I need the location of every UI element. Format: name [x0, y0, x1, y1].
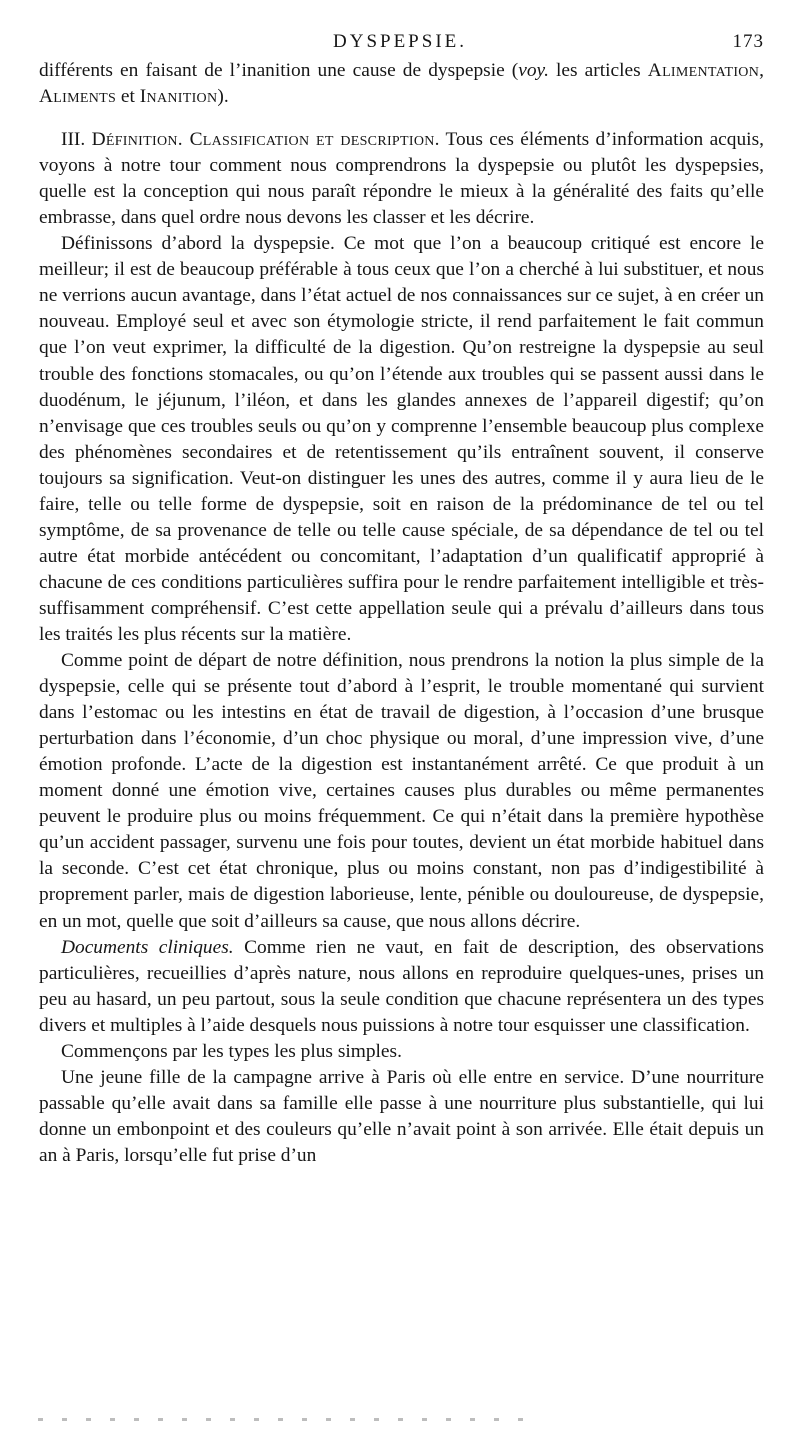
paragraph-text: ).: [217, 86, 229, 108]
paragraph: Une jeune fille de la campagne arrive à Paris où elle entre en service. D’une nourriture passable qu’elle avait dans sa famille elle passe à une nourriture plus substantielle, qui lui donne un embonpoint et des couleurs qu’elle n’avait point à son arrivée. Elle était depuis un an à Paris, lorsqu’elle fut prise d’un: [39, 1066, 764, 1166]
paragraph-text: Comme rien ne vaut, en fait de description, des observations particulières, recueillies d’après nature, nous allons en reproduire quelques-unes, prises un peu au hasard, un peu partout, sous la seule condition que chacune représentera un des types divers et multiples à l’aide desquels nous puissions à notre tour esquisser une classification.: [39, 936, 764, 1036]
paragraph-text: Tous ces éléments d’information acquis, voyons à notre tour comment nous comprendrons la dyspepsie ou plutôt les dyspepsies, quelle est la conception qui nous paraît répondre le mieux à la généralité des faits qu’elle embrasse, dans quel ordre nous devons les classer et les décrire.: [39, 129, 764, 229]
running-title: DYSPEPSIE.: [333, 31, 467, 52]
section-heading: Définition: [91, 129, 178, 151]
paragraph: Définissons d’abord la dyspepsie. Ce mot que l’on a beaucoup critiqué est encore le meilleur; il est de beaucoup préférable à tous ceux que l’on a cherché à lui substituer, et nous ne verrions aucun avantage, dans l’état actuel de nos connaissances sur ce sujet, à en créer un nouveau. Employé seul et avec son étymologie stricte, il rend parfaitement le fait commun que l’on veut exprimer, la difficulté de la digestion. Qu’on restreigne la dyspepsie au seul trouble des fonctions stomacales, ou qu’on l’étende aux troubles qui se passent aussi dans le duodénum, le jéjunum, l’iléon, et dans les glandes annexes de l’appareil digestif; qu’on n’envisage que ces troubles seuls ou qu’on y comprenne l’ensemble beaucoup plus complexe des phénomènes secondaires et de retentissement qu’ils entraînent souvent, il conserve toujours sa signification. Veut-on distinguer les unes des autres, comme il y aura lieu de le faire, telle ou telle forme de dyspepsie, soit en raison de la prédominance de tel ou tel symptôme, de sa provenance de telle ou telle cause spéciale, de sa dépendance de tel ou tel autre état morbide antécédent ou concomitant, l’adaptation d’un qualificatif approprié à chacune de ces conditions particulières suffira pour le rendre parfaitement intelligible et très-suffisamment compréhensif. C’est cette appellation seule qui a prévalu d’ailleurs dans tous les traités les plus récents sur la matière.: [39, 233, 764, 645]
paragraph: [39, 935, 764, 1039]
section-heading: Classification et description: [189, 129, 435, 151]
paragraph: Commençons par les types les plus simples.: [61, 1040, 402, 1062]
paragraph-continuation: [39, 58, 764, 110]
separator: ,: [759, 60, 764, 81]
paragraph-text: différents en faisant de l’inanition une cause de dyspepsie (: [39, 60, 519, 81]
separator: et: [116, 86, 140, 108]
cross-reference: Aliments: [39, 86, 117, 108]
italic-lead: Documents cliniques.: [61, 936, 234, 958]
paragraph: Comme point de départ de notre définition, nous prendrons la notion la plus simple de la dyspepsie, celle qui se présente tout d’abord à l’esprit, le trouble momentané qui survient dans l’estomac ou les intestins en état de travail de digestion, à l’occasion d’une brusque perturbation dans l’économie, d’un choc physique ou moral, d’une impression vive, d’une émotion profonde. L’acte de la digestion est instantanément arrêté. Ce que produit à un moment donné une émotion vive, certaines causes plus durables ou même permanentes peuvent le produire plus ou moins fréquemment. Ce qui n’était dans la première hypothèse qu’un accident passager, survenu une fois pour toutes, devient un état morbide habituel dans la seconde. C’est cet état chronique, plus ou moins constant, non pas d’indigestibilité à proprement parler, mais de digestion laborieuse, lente, pénible ou douloureuse, de dyspepsie, en un mot, quelle que soit d’ailleurs sa cause, que nous allons décrire.: [39, 650, 764, 932]
body-text: [39, 58, 764, 1169]
bleed-through-noise: [38, 1418, 538, 1421]
cross-reference: Alimentation: [647, 60, 760, 81]
paragraph-text: les articles: [548, 60, 648, 81]
italic-abbreviation: voy.: [518, 60, 549, 81]
section-paragraph: III. Définition. Classification et description. Tous ces éléments d’information acquis, voyons à notre tour comment nous comprendrons la dyspepsie ou plutôt les dyspepsies, quelle est la conception qui nous paraît répondre le mieux à la généralité des faits qu’elle embrasse, dans quel ordre nous devons les classer et les décrire.: [39, 129, 764, 229]
page-number: 173: [732, 31, 764, 52]
cross-reference: Inanition: [139, 86, 218, 108]
running-header: [0, 30, 800, 54]
section-numeral: III.: [61, 129, 86, 151]
